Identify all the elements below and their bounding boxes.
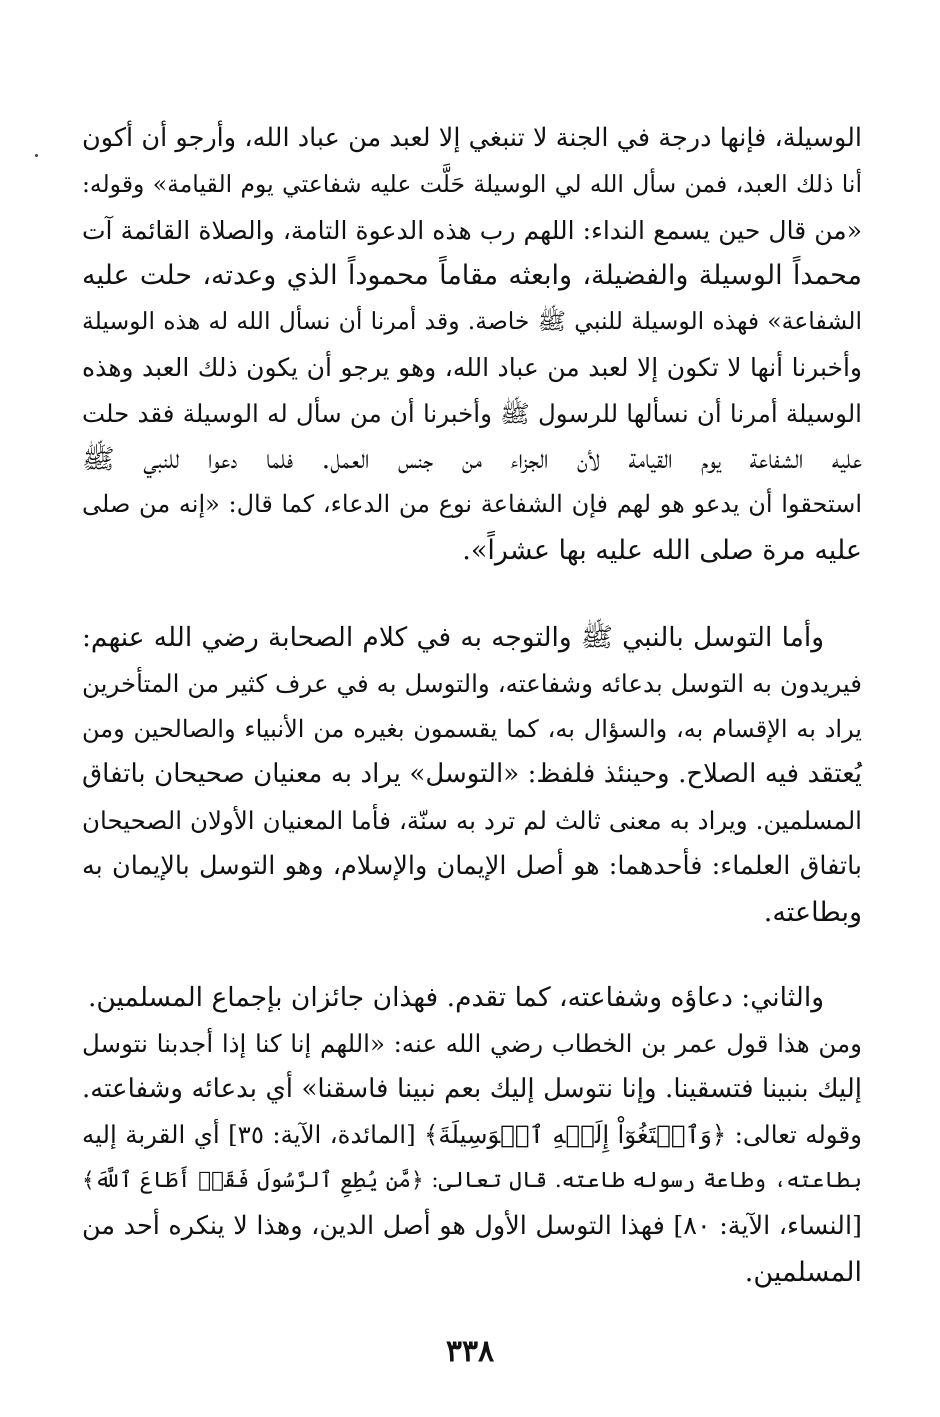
text-line: استحقوا أن يدعو هو لهم فإن الشفاعة نوع من الدعاء، كما قال: «إنه من صلى [82, 490, 862, 519]
text-line: الوسيلة، فإنها درجة في الجنة لا تنبغي إلا لعبد من عباد الله، وأرجو أن أكون [82, 123, 862, 153]
paragraph-1 [82, 116, 862, 574]
text-line: وأما التوسل بالنبي ﷺ والتوجه به في كلام الصحابة رضي الله عنهم: [82, 622, 824, 653]
text-line: «من قال حين يسمع النداء: اللهم رب هذه الدعوة التامة، والصلاة القائمة آت [82, 215, 862, 245]
text-line: بطاعته، وطاعة رسوله طاعته. قال تعالى: ﴿مَّن يُطِعِ ٱلرَّسُولَ فَقَدۡ أَطَاعَ ٱللَّهَ﴾ [82, 1168, 862, 1194]
text-line: الشفاعة» فهذه الوسيلة للنبي ﷺ خاصة. وقد أمرنا أن نسأل الله له هذه الوسيلة [82, 307, 862, 336]
text-line: يُعتقد فيه الصلاح. وحينئذ فلفظ: «التوسل» يراد به معنيان صحيحان باتفاق [82, 759, 862, 790]
text-line: المسلمين. [744, 1256, 862, 1288]
text-line: وبطاعته. [763, 896, 862, 928]
text-line: والثاني: دعاؤه وشفاعته، كما تقدم. فهذان جائزان بإجماع المسلمين. [87, 982, 824, 1013]
text-line: يراد به الإقسام به، والسؤال به، كما يقسمون بغيره من الأنبياء والصالحين ومن [82, 714, 862, 743]
text-line: إليك بنبينا فتسقينا. وإنا نتوسل إليك بعم نبينا فاسقنا» أي بدعائه وشفاعته. [82, 1073, 862, 1104]
scan-speck [35, 154, 38, 157]
text-line: [النساء، الآية: ٨٠] فهذا التوسل الأول هو أصل الدين، وهذا لا ينكره أحد من [82, 1210, 862, 1241]
text-line: المسلمين. ويراد به معنى ثالث لم ترد به سنّة، فأما المعنيان الأولان الصحيحان [82, 806, 862, 836]
text-line: أنا ذلك العبد، فمن سأل الله لي الوسيلة حَلَّت عليه شفاعتي يوم القيامة» وقوله: [82, 169, 862, 198]
text-line: الوسيلة أمرنا أن نسألها للرسول ﷺ وأخبرنا أن من سأل له الوسيلة فقد حلت [82, 398, 862, 428]
text-line: ومن هذا قول عمر بن الخطاب رضي الله عنه: «اللهم إنا كنا إذا أجدبنا نتوسل [82, 1028, 862, 1058]
text-line: فيريدون به التوسل بدعائه وشفاعته، والتوسل به في عرف كثير من المتأخرين [82, 668, 862, 698]
text-line: محمداً الوسيلة والفضيلة، وابعثه مقاماً محموداً الذي وعدته، حلت عليه [82, 260, 862, 292]
paragraph-3 [82, 975, 862, 1296]
text-line: وقوله تعالى: ﴿وَٱبۡتَغُوٓاْ إِلَيۡهِ ٱلۡوَسِيلَةَ﴾ [المائدة، الآية: ٣٥] أي القربة إليه [82, 1120, 862, 1150]
text-line: باتفاق العلماء: فأحدهما: هو أصل الإيمان والإسلام، وهو التوسل بالإيمان به [82, 850, 862, 881]
text-line: عليه الشفاعة يوم القيامة لأن الجزاء من جنس العمل. فلما دعوا للنبي ﷺ [82, 443, 862, 475]
text-line: وأخبرنا أنها لا تكون إلا لعبد من عباد الله، وهو يرجو أن يكون ذلك العبد وهذه [82, 352, 862, 382]
text-line: عليه مرة صلى الله عليه بها عشراً». [462, 535, 862, 567]
page-number: ٣٣٨ [445, 1334, 495, 1369]
paragraph-2 [82, 615, 862, 936]
